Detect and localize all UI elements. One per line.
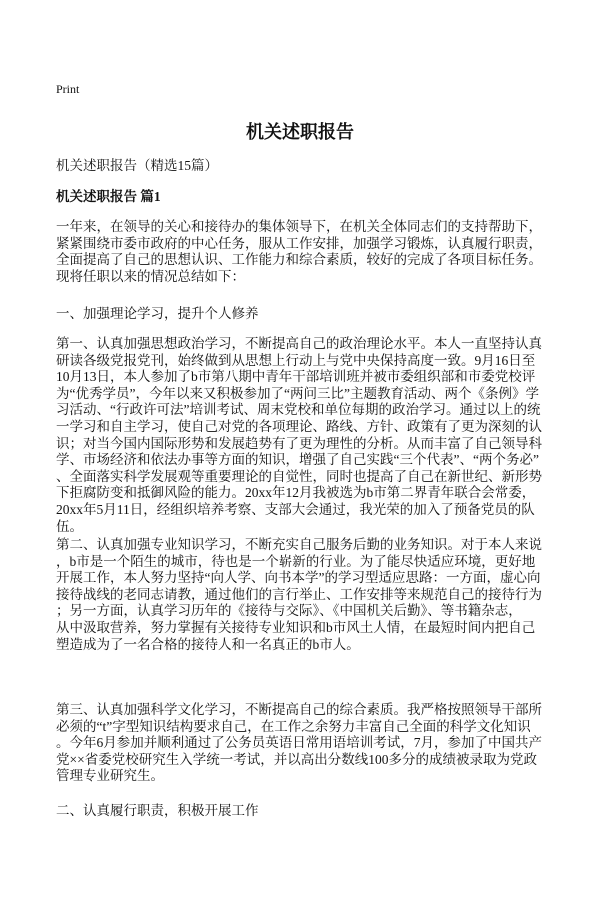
text-line: 一学习和自主学习，使自己对党的各项理论、路线、方针、政策有了更为深刻的认 (56, 418, 542, 434)
text-line: 。今年6月参加并顺利通过了公务员英语日常用语培训考试，7月，参加了中国共产 (56, 735, 542, 751)
paragraph-3 (56, 702, 542, 785)
text-line: ；另一方面，认真学习历年的《接待与交际》、《中国机关后勤》、等书籍杂志， (56, 603, 522, 619)
text-line: 从中汲取营养，努力掌握有关接待专业知识和b市风土人情，在最短时间内把自己 (56, 619, 536, 635)
text-line: 识；对当今国内国际形势和发展趋势有了更为理性的分析。从而丰富了自己领导科 (56, 435, 542, 451)
text-line: 塑造成为了一名合格的接待人和一名真正的b市人。 (56, 636, 360, 652)
heading-1: 一、加强理论学习，提升个人修养 (56, 306, 259, 321)
text-line: 接待战线的老同志请教，通过他们的言行举止、工作安排等来规范自己的接待行为 (56, 586, 542, 602)
section-title: 机关述职报告 篇1 (56, 189, 161, 204)
text-line: 第一、认真加强思想政治学习，不断提高自己的政治理论水平。本人一直坚持认真 (56, 336, 542, 351)
document-subtitle: 机关述职报告（精选15篇） (56, 158, 218, 173)
text-line: 20xx年5月11日，经组织培养考察、支部大会通过，我光荣的加入了预备党员的队 (56, 501, 535, 517)
text-line: 研读各级党报党刊，始终做到从思想上行动上与党中央保持高度一致。9月16日至 (56, 352, 536, 368)
text-line: 、全面落实科学发展观等重要理论的自觉性，同时也提高了自己在新世纪、新形势 (56, 468, 542, 484)
paragraph-1 (56, 336, 542, 535)
print-label: Print (56, 82, 80, 96)
text-line: 党××省委党校研究生入学统一考试，并以高出分数线100多分的成绩被录取为党政 (56, 751, 537, 767)
document-title: 机关述职报告 (246, 122, 354, 142)
text-line: 下拒腐防变和抵御风险的能力。20xx年12月我被选为b市第二界青年联合会常委， (56, 485, 536, 501)
text-line: 现将任职以来的情况总结如下： (56, 268, 245, 284)
text-line: 开展工作，本人努力坚持“向人学、向书本学”的学习型适应思路：一方面，虚心向 (56, 570, 541, 586)
intro-paragraph (56, 219, 542, 285)
text-line: 第三、认真加强科学文化学习，不断提高自己的综合素质。我严格按照领导干部所 (56, 702, 542, 717)
text-line: 必须的“t”字型知识结构要求自己，在工作之余努力丰富自己全面的科学文化知识 (56, 718, 531, 734)
text-line: ，b市是一个陌生的城市，待也是一个崭新的行业。为了能尽快适应环境，更好地 (56, 553, 536, 569)
text-line: 习活动、“行政许可法”培训考试、周末党校和单位每期的政治学习。通过以上的统 (56, 402, 541, 418)
text-line: 一年来，在领导的关心和接待办的集体领导下，在机关全体同志们的支持帮助下， (56, 219, 542, 234)
text-line: 紧紧围绕市委市政府的中心任务，服从工作安排，加强学习锻炼，认真履行职责， (56, 235, 542, 251)
text-line: 管理专业研究生。 (56, 768, 164, 784)
text-line: 为“优秀学员”，今年以来又积极参加了“两问三比”主题教育活动、两个《条例》学 (56, 385, 539, 401)
text-line: 全面提高了自己的思想认识、工作能力和综合素质，较好的完成了各项目标任务。 (56, 252, 542, 268)
text-line: 学、市场经济和依法办事等方面的知识，增强了自己实践“三个代表”、“两个务必” (56, 452, 539, 468)
paragraph-2 (56, 537, 542, 653)
text-line: 第二、认真加强专业知识学习，不断充实自己服务后勤的业务知识。对于本人来说 (56, 537, 542, 552)
heading-2: 二、认真履行职责，积极开展工作 (56, 803, 259, 818)
text-line: 10月13日，本人参加了b市第八期中青年干部培训班并被市委组织部和市委党校评 (56, 369, 536, 385)
text-line: 伍。 (56, 518, 83, 534)
